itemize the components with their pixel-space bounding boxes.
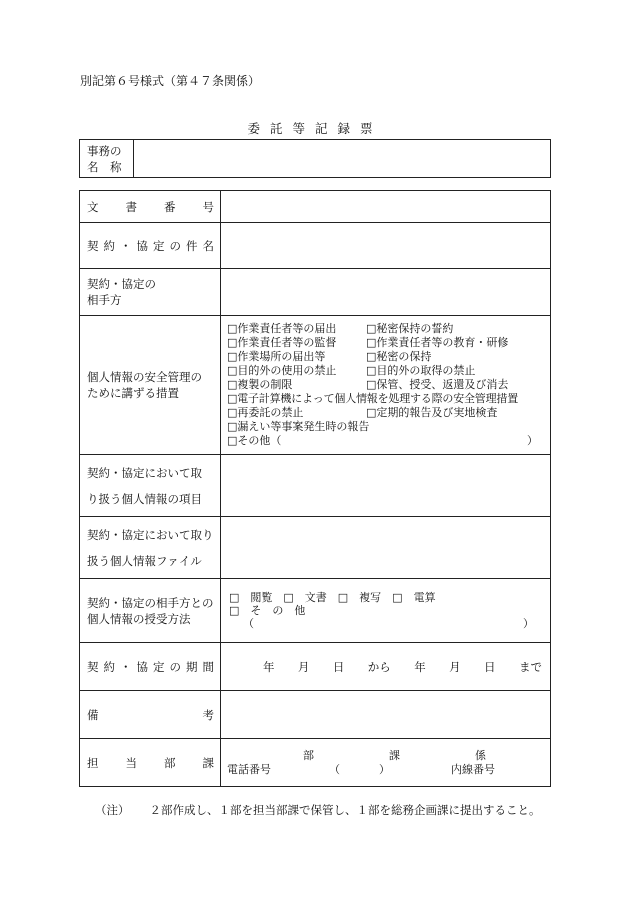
checkbox-responsible-report[interactable]: □作業責任者等の届出 [227,322,337,335]
transfer-label-line2-char: 受 [156,611,168,626]
items-handled-label-line2-char: 項 [179,491,191,506]
transfer-label [80,579,221,643]
items-handled-label-line2-char: の [167,491,179,506]
items-handled-label-line1-char: 定 [133,465,145,480]
transfer-paren-close: ） [523,617,534,630]
transfer-label-line1: 契約・協定の相手方との [87,595,214,610]
remarks-value[interactable] [221,691,551,739]
department-label [80,739,221,787]
contract-name-label-char: の [169,238,181,253]
file-handled-label-line1-char: い [167,527,179,542]
department-value[interactable] [221,739,551,787]
remarks-label [80,691,221,739]
period-part-7: まで [518,659,542,674]
doc-number-label-char: 文 [87,199,99,214]
checkbox-no-subcontract[interactable]: □再委託の禁止 [227,406,304,419]
period-row [80,643,551,691]
counterparty-label-line2 [87,292,214,308]
file-handled-label-line2-char: 扱 [87,553,99,568]
safety-label-line2-char: 措 [156,386,168,400]
file-handled-label-line1-char: 契 [87,527,99,542]
file-handled-label-line1-char: り [202,527,214,542]
safety-label-line2-char: た [87,386,99,400]
file-handled-label-line2-char: フ [156,553,168,568]
record-table [79,190,551,787]
file-handled-label-line1-char: に [144,527,156,542]
period-part-0: 年 [263,659,275,674]
checkbox-secrecy[interactable]: □秘密の保持 [366,350,432,363]
doc-number-label-text [87,199,214,215]
transfer-label-line2-char: 授 [144,611,156,626]
items-handled-label-line1-char: ・ [110,465,122,480]
counterparty-value[interactable] [221,269,551,316]
safety-row [80,316,551,455]
safety-label-line2-char: る [144,386,156,400]
doc-number-label-char: 号 [202,199,214,214]
period-part-6: 日 [484,659,496,674]
department-label-char: 課 [202,755,214,770]
transfer-row [80,579,551,643]
file-handled-value[interactable] [221,517,551,579]
counterparty-label-line1-char: 約 [98,277,110,291]
counterparty-label-line1-char: 契 [87,277,99,291]
items-handled-label-line2-char: 人 [133,491,145,506]
file-handled-label-line1-char: 約 [98,527,110,542]
items-handled-label-line1-char: に [144,465,156,480]
period-label [80,643,221,691]
office-label-line2: 名 称 [87,159,122,174]
period-part-1: 月 [297,659,310,674]
period-label-char: の [169,659,181,674]
checkbox-education-training[interactable]: □作業責任者等の教育・研修 [366,336,509,349]
period-label-text [87,659,214,675]
transfer-label-line2-char: 個 [87,611,99,626]
transfer-label-line2 [87,611,214,627]
checkbox-other[interactable]: □その他（ [227,434,282,447]
items-handled-label-line1-char: 約 [98,465,110,480]
contract-name-label-char: 定 [153,238,165,253]
items-handled-label-line2-char: 情 [144,491,156,506]
transfer-other[interactable]: □ そ の 他 [229,604,306,617]
file-handled-label-line2-char: 個 [110,553,122,568]
office-name-label [80,140,134,178]
checkbox-computer-security[interactable]: □電子計算機によって個人情報を処理する際の安全管理措置 [227,392,518,405]
items-handled-label-line1-char: 契 [87,465,99,480]
transfer-label-line2-char: 報 [121,611,133,626]
counterparty-label-line1-char: ・ [110,277,122,291]
doc-number-label-char: 番 [164,199,176,214]
items-handled-label-line2-char: 報 [156,491,168,506]
safety-measures-list [221,316,551,455]
items-handled-label-line2-char: り [87,491,99,506]
contract-name-row [80,223,551,269]
period-label-char: 協 [136,659,148,674]
items-handled-label-line2-char: 目 [190,491,202,506]
period-parts [221,659,550,675]
file-handled-label-line1-char: 定 [133,527,145,542]
footnote-text: ２部作成し、１部を担当部課で保管し、１部を総務企画課に提出すること。 [149,803,541,817]
items-handled-label-line1 [87,460,214,486]
safety-label-line2-char: 講 [121,386,133,400]
other-close-paren: ） [527,434,538,447]
footnote [95,802,541,818]
file-handled-label-line1-char: ・ [110,527,122,542]
contract-name-label-char: 約 [103,238,115,253]
dept-ka: 課 [389,748,400,762]
office-label-line1: 事務の [87,143,122,158]
items-handled-label-line1-char: て [179,465,191,480]
footnote-prefix: （注） [95,803,130,817]
phone-paren-close: ） [379,762,390,776]
counterparty-label-line1 [87,276,214,292]
checkbox-copy-restriction[interactable]: □複製の制限 [227,378,293,391]
file-handled-label-line2-char: ル [190,553,202,568]
dept-kakari: 係 [475,748,486,762]
period-label-char: 期 [186,659,198,674]
file-handled-label [80,517,221,579]
department-label-char: 担 [87,755,99,770]
period-label-char: 契 [87,659,99,674]
safety-label-line2-char: ず [133,386,145,400]
transfer-label-line2-char: 情 [110,611,122,626]
remarks-label-text [87,707,214,723]
file-handled-label-line2 [87,548,214,574]
counterparty-label-line2-char: 手 [98,293,110,307]
remarks-row [80,691,551,739]
period-part-3: から [367,659,391,674]
checkbox-periodic-report[interactable]: □定期的報告及び実地検査 [366,406,498,419]
contract-name-label-char: 件 [186,238,198,253]
safety-label [80,316,221,455]
counterparty-label-line2-char: 方 [110,293,122,307]
doc-number-row [80,191,551,223]
counterparty-label [80,269,221,316]
items-handled-label-line1-char: 協 [121,465,133,480]
file-handled-label-line1-char: 協 [121,527,133,542]
doc-number-value[interactable] [221,191,551,223]
file-handled-label-line2-char: う [98,553,110,568]
file-handled-label-line2-char: ァ [167,553,179,568]
office-name-value[interactable] [134,140,551,178]
items-handled-label-line2-char: 個 [121,491,133,506]
transfer-label-line2-char: 人 [98,611,110,626]
transfer-label-line2-char: の [133,611,145,626]
checkbox-storage-return-erase[interactable]: □保管、授受、返還及び消去 [366,378,509,391]
checkbox-no-other-acquisition[interactable]: □目的外の取得の禁止 [366,364,476,377]
counterparty-row [80,269,551,316]
counterparty-label-line1-char: 定 [133,277,145,291]
items-handled-label-line1-char: 取 [190,465,202,480]
safety-label-line2-char: め [98,386,110,400]
file-handled-label-line2-char: 報 [144,553,156,568]
period-part-5: 月 [449,659,461,674]
counterparty-label-line2-char: 相 [87,293,99,307]
phone-paren-open: （ [329,762,340,776]
checkbox-workplace-report[interactable]: □作業場所の届出等 [227,350,326,363]
department-label-char: 当 [125,755,137,770]
transfer-paren-open: （ [243,617,254,630]
period-part-2: 日 [332,659,345,674]
items-handled-value[interactable] [221,455,551,517]
office-table [79,139,551,178]
contract-name-label [80,223,221,269]
checkbox-leak-report[interactable]: □漏えい等事案発生時の報告 [227,420,370,433]
file-handled-label-line2-char: 人 [121,553,133,568]
period-label-char: 約 [103,659,115,674]
doc-number-label [80,191,221,223]
checkbox-responsible-supervision[interactable]: □作業責任者等の監督 [227,336,337,349]
doc-number-label-char: 書 [125,199,137,214]
checkbox-confidentiality-pledge[interactable]: □秘密保持の誓約 [366,322,454,335]
counterparty-label-line1-char: の [144,277,156,291]
items-handled-label-line1-char: お [156,465,168,480]
transfer-label-line2-char: 法 [179,611,191,626]
department-label-text [87,755,214,771]
items-handled-label [80,455,221,517]
period-part-4: 年 [414,659,426,674]
department-row [80,739,551,787]
phone-label: 電話番号 [227,762,271,776]
department-label-char: 部 [164,755,176,770]
file-handled-label-line1 [87,522,214,548]
safety-label-line1: 個人情報の安全管理の [87,370,202,384]
safety-label-line2 [87,385,214,401]
file-handled-label-line1-char: お [156,527,168,542]
form-reference: 別記第６号様式（第４７条関係） [80,74,261,88]
transfer-label-line2-char: 方 [167,611,179,626]
dept-bu: 部 [303,748,314,762]
safety-label-line2-char: に [110,386,122,400]
items-handled-row [80,455,551,517]
contract-name-label-char: 協 [136,238,148,253]
period-value[interactable] [221,643,551,691]
transfer-methods [221,579,551,643]
contract-name-value[interactable] [221,223,551,269]
items-handled-label-line2-char: う [110,491,122,506]
period-label-char: 定 [153,659,165,674]
checkbox-no-other-use[interactable]: □目的外の使用の禁止 [227,364,337,377]
file-handled-label-line1-char: て [179,527,191,542]
contract-name-label-char: 名 [202,238,214,253]
extension-label: 内線番号 [451,762,495,776]
document-title: 委託等記録票 [247,121,383,136]
period-label-char: ・ [120,659,132,674]
items-handled-label-line1-char: い [167,465,179,480]
items-handled-label-line2-char: 扱 [98,491,110,506]
items-handled-label-line2 [87,486,214,512]
file-handled-label-line2-char: イ [178,553,191,568]
file-handled-row [80,517,551,579]
period-label-char: 間 [202,659,214,674]
remarks-label-char: 考 [202,707,214,722]
file-handled-label-line2-char: 情 [133,553,145,568]
transfer-options[interactable]: □ 閲覧 □ 文書 □ 複写 □ 電算 [229,591,436,604]
contract-name-label-char: ・ [120,238,132,253]
safety-label-line2-char: 置 [167,386,179,400]
file-handled-label-line1-char: 取 [190,527,202,542]
contract-name-label-text [87,238,214,254]
contract-name-label-char: 契 [87,238,99,253]
remarks-label-char: 備 [87,707,99,722]
counterparty-label-line1-char: 協 [121,277,133,291]
